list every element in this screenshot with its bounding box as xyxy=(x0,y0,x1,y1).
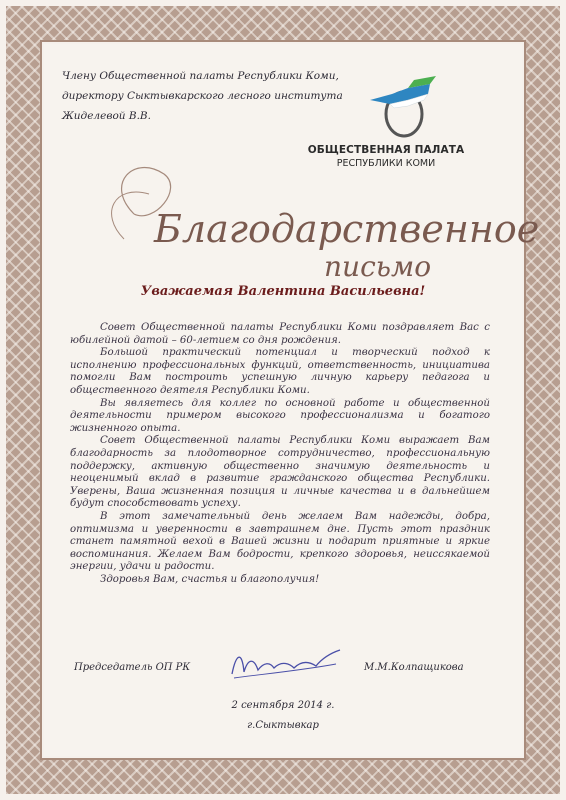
signatory-name: М.М.Колпащикова xyxy=(364,662,464,673)
handwritten-signature-icon xyxy=(224,644,344,684)
body-paragraph-5: В этот замечательный день желаем Вам надежды, добра, оптимизма и уверенности в завтрашнем дне. Пусть этот праздник станет памятной вехой в Вашей жизни и подарит приятные и яркие воспоминания. Желаем Вам бодрости, крепкого здоровья, неиссякаемой энергии, удачи и радости. xyxy=(70,510,490,573)
body-paragraph-1: Совет Общественной палаты Республики Коми поздравляет Вас с юбилейной датой – 60-летием со дня рождения. xyxy=(70,322,490,346)
title-line-1: Благодарственное xyxy=(154,207,540,251)
document-date: 2 сентября 2014 г. xyxy=(231,700,335,711)
document-city: г.Сыктывкар xyxy=(247,720,319,731)
body-paragraph-2: Большой практический потенциал и творческий подход к исполнению профессиональных функций, ответственность, инициатива помогли Вам построить успешную личную карьеру педагога и общественного деятеля Республики Коми. xyxy=(70,347,490,396)
body-paragraph-4: Совет Общественной палаты Республики Коми выражает Вам благодарность за плодотворное сотрудничество, профессиональную поддержку, активную общественно значимую деятельность и неоценимый вклад в развитие гражданского общества Республики. Уверены, Ваша жизненная позиция и личные качества и в дальнейшем будут способствовать успеху. xyxy=(70,435,490,510)
chamber-logo-icon xyxy=(364,70,444,140)
addressee-block xyxy=(62,66,362,126)
body-paragraph-3: Вы являетесь для коллег по основной работе и общественной деятельности примером высокого профессионализма и богатого жизненного опыта. xyxy=(70,397,490,434)
signatory-title: Председатель ОП РК xyxy=(74,662,191,673)
organization-line-2: РЕСПУБЛИКИ КОМИ xyxy=(336,158,436,169)
addressee-line-3: Жиделевой В.В. xyxy=(62,110,151,122)
addressee-line-2: директору Сыктывкарского лесного института xyxy=(62,90,343,102)
body-paragraph-6: Здоровья Вам, счастья и благополучия! xyxy=(100,573,320,585)
salutation: Уважаемая Валентина Васильевна! xyxy=(140,284,426,299)
signature-row xyxy=(74,650,502,690)
certificate-content xyxy=(44,44,540,756)
letter-body xyxy=(70,322,490,586)
title-line-2: письмо xyxy=(324,250,432,283)
addressee-line-1: Члену Общественной палаты Республики Коми, xyxy=(62,70,339,82)
organization-line-1: ОБЩЕСТВЕННАЯ ПАЛАТА xyxy=(307,144,465,156)
document-title xyxy=(94,144,540,284)
